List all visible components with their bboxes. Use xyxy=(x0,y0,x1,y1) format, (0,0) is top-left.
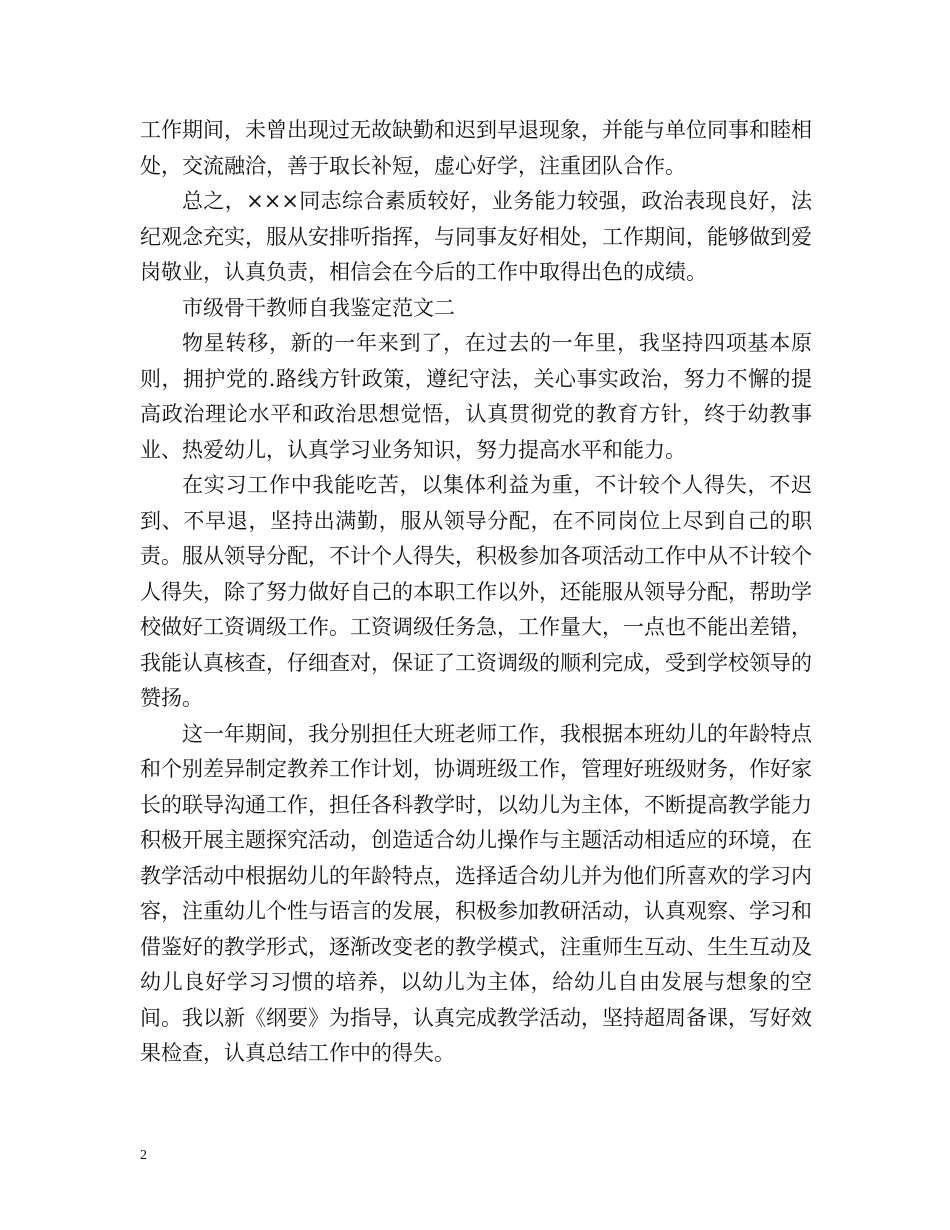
page-number: 2 xyxy=(140,1148,147,1163)
paragraph-5: 这一年期间，我分别担任大班老师工作，我根据本班幼儿的年龄特点和个别差异制定教养工作计划，协调班级工作，管理好班级财务，作好家长的联导沟通工作，担任各科教学时，以幼儿为主体，不断提高教学能力积极开展主题探究活动，创造适合幼儿操作与主题活动相适应的环境，在教学活动中根据幼儿的年龄特点，选择适合幼儿并为他们所喜欢的学习内容，注重幼儿个性与语言的发展，积极参加教研活动，认真观察、学习和借鉴好的教学形式，逐渐改变老的教学模式，注重师生互动、生生互动及幼儿良好学习习惯的培养，以幼儿为主体，给幼儿自由发展与想象的空间。我以新《纲要》为指导，认真完成教学活动，坚持超周备课，写好效果检查，认真总结工作中的得失。 xyxy=(140,721,812,1065)
paragraph-3: 物星转移，新的一年来到了，在过去的一年里，我坚持四项基本原则，拥护党的.路线方针政策，遵纪守法，关心事实政治，努力不懈的提高政治理论水平和政治思想觉悟，认真贯彻党的教育方针，终于幼教事业、热爱幼儿，认真学习业务知识，努力提高水平和能力。 xyxy=(140,331,812,462)
paragraph-1: 工作期间，未曾出现过无故缺勤和迟到早退现象，并能与单位同事和睦相处，交流融洽，善于取长补短，虚心好学，注重团队合作。 xyxy=(140,118,812,178)
section-heading: 市级骨干教师自我鉴定范文二 xyxy=(182,295,455,320)
document-body xyxy=(140,113,812,1072)
paragraph-2: 总之，×××同志综合素质较好，业务能力较强，政治表现良好，法纪观念充实，服从安排听指挥，与同事友好相处，工作期间，能够做到爱岗敬业，认真负责，相信会在今后的工作中取得出色的成绩。 xyxy=(140,189,812,284)
paragraph-4: 在实习工作中我能吃苦，以集体利益为重，不计较个人得失，不迟到、不早退，坚持出满勤，服从领导分配，在不同岗位上尽到自己的职责。服从领导分配，不计个人得失，积极参加各项活动工作中从不计较个人得失，除了努力做好自己的本职工作以外，还能服从领导分配，帮助学校做好工资调级工作。工资调级任务急，工作量大，一点也不能出差错，我能认真核查，仔细查对，保证了工资调级的顺利完成，受到学校领导的赞扬。 xyxy=(140,473,812,710)
